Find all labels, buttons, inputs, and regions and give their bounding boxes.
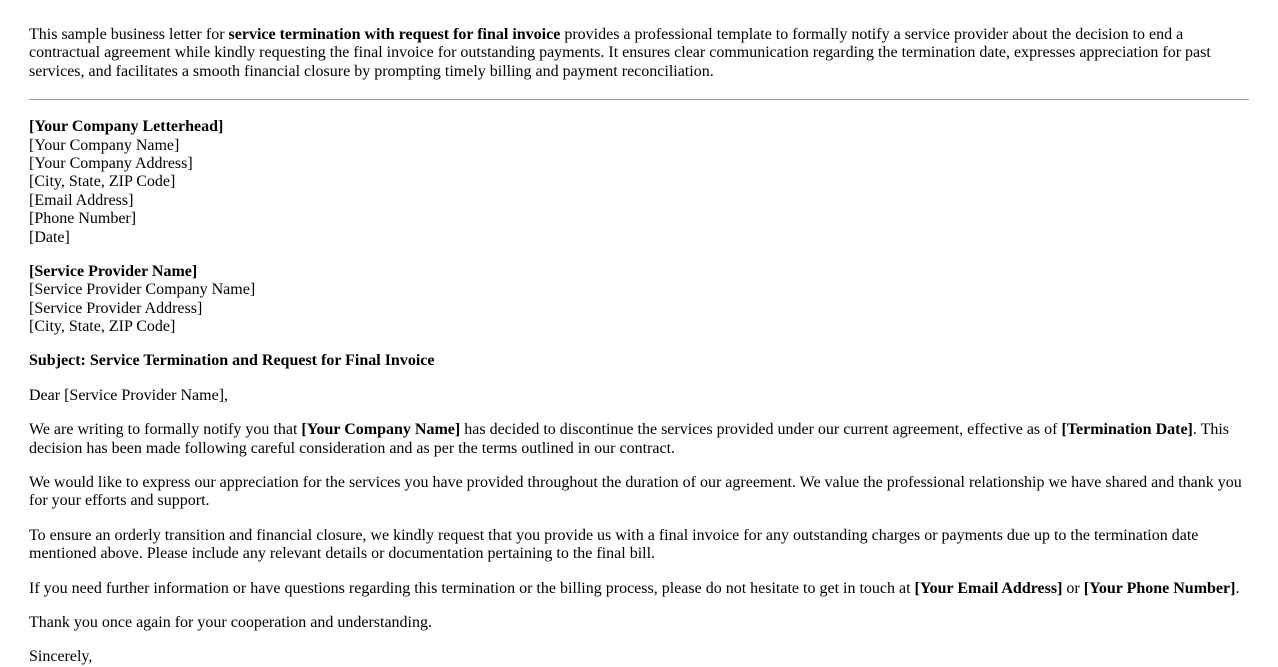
subject-line [29,352,1249,370]
recipient-address-block [29,263,1249,337]
signoff-text: Sincerely, [29,648,93,666]
intro-keyword-bold: service termination with request for final invoice [228,26,561,43]
contact-text-3: . [1235,579,1240,597]
notify-text-3: . This decision has been made following careful consideration and as per the terms outlined in our contract. [29,421,1230,457]
sender-company-name: [Your Company Name] [29,136,180,154]
contact-text-2: or [1062,579,1084,597]
closing-thanks-text: Thank you once again for your cooperation and understanding. [29,613,432,631]
sender-company-address: [Your Company Address] [29,154,193,172]
body-paragraph-appreciation [29,474,1249,511]
sender-email: [Email Address] [29,191,134,209]
body-paragraph-contact [29,580,1249,598]
intro-text-start: This sample business letter for [29,26,229,43]
sender-date: [Date] [29,228,70,246]
divider-rule [29,99,1249,100]
contact-text-1: If you need further information or have questions regarding this termination or the billing process, please do not hesitate to get in touch at [29,579,915,597]
body-paragraph-notify [29,421,1249,458]
contact-email-placeholder: [Your Email Address] [914,579,1063,597]
salutation-text: Dear [Service Provider Name], [29,386,229,404]
recipient-city-state-zip: [City, State, ZIP Code] [29,318,176,336]
appreciation-text: We would like to express our appreciation for the services you have provided throughout the duration of our agreement. We value the professional relationship we have shared and thank you for your efforts and support. [29,474,1242,510]
recipient-name: [Service Provider Name] [29,262,198,280]
signoff-line [29,648,1249,666]
notify-company-placeholder: [Your Company Name] [301,421,461,439]
contact-phone-placeholder: [Your Phone Number] [1083,579,1236,597]
sender-address-block [29,118,1249,247]
closing-thanks-line [29,614,1249,632]
notify-text-1: We are writing to formally notify you that [29,421,302,439]
intro-text-end: provides a professional template to formally notify a service provider about the decision to end a contractual agreement while kindly requesting the final invoice for outstanding payments. It ensures clear communication regarding the termination date, expresses appreciation for past services, and facilitates a smooth financial closure by prompting timely billing and payment reconciliation. [29,26,1211,80]
intro-paragraph [29,26,1249,81]
subject-text: Subject: Service Termination and Request for Final Invoice [29,352,435,370]
body-paragraph-request [29,527,1249,564]
sender-phone: [Phone Number] [29,210,137,228]
recipient-address: [Service Provider Address] [29,299,203,317]
salutation-line [29,387,1249,405]
recipient-company-name: [Service Provider Company Name] [29,281,256,299]
notify-termination-date-placeholder: [Termination Date] [1061,421,1193,439]
sender-letterhead: [Your Company Letterhead] [29,118,224,136]
request-text: To ensure an orderly transition and financial closure, we kindly request that you provide us with a final invoice for any outstanding charges or payments due up to the termination date mentioned above. Please include any relevant details or documentation pertaining to the final bill. [29,526,1199,563]
notify-text-2: has decided to discontinue the services provided under our current agreement, effective as of [460,421,1062,439]
sender-city-state-zip: [City, State, ZIP Code] [29,173,176,191]
